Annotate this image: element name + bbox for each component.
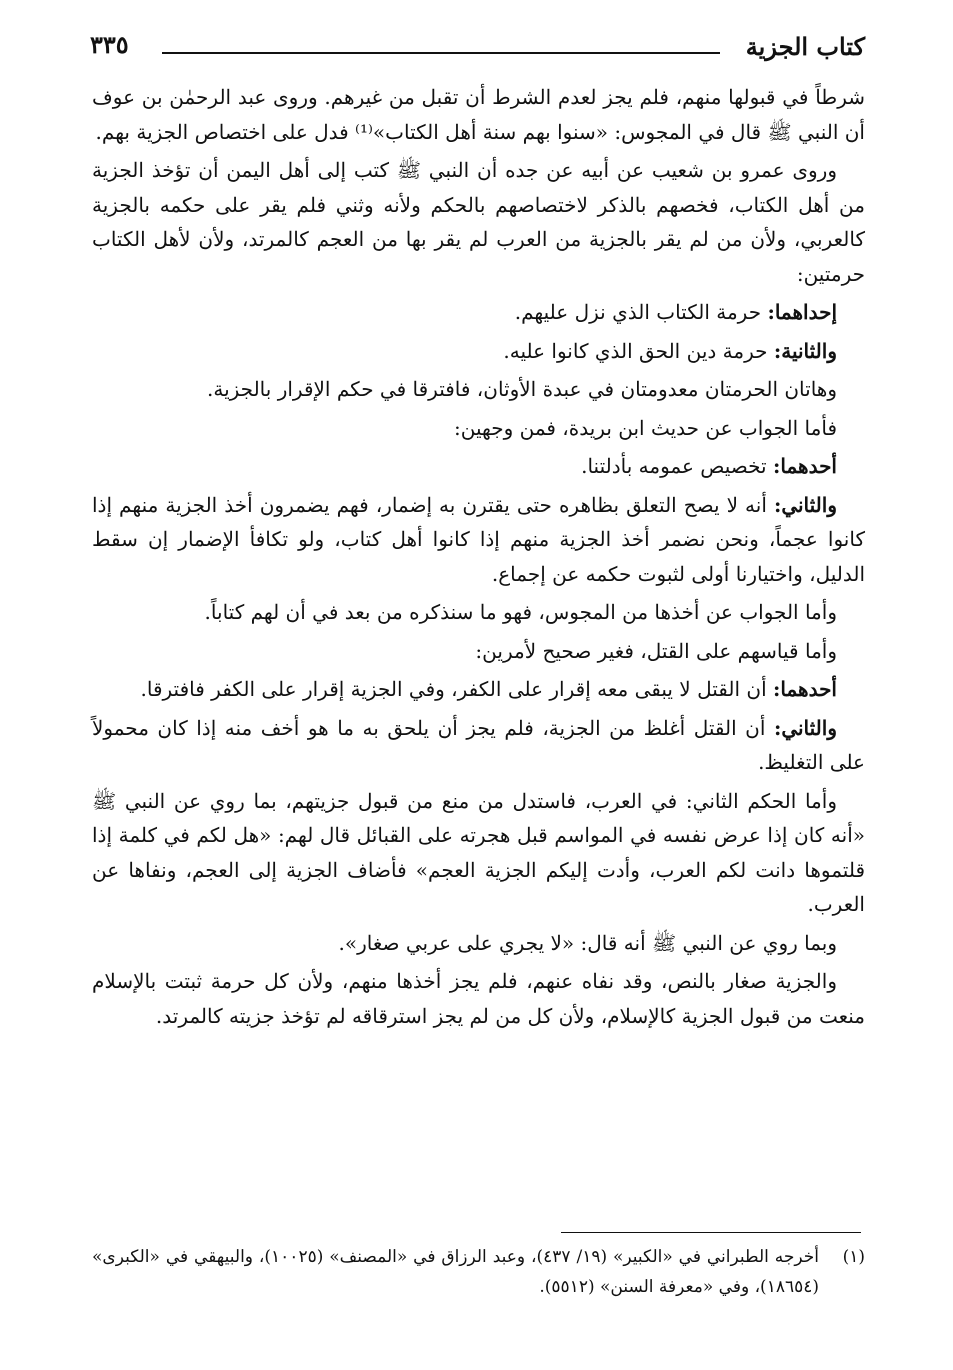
paragraph-text: تخصيص عمومه بأدلتنا. <box>581 454 773 478</box>
paragraph-text: أنه لا يصح التعلق بظاهره حتى يقترن به إضمار، فهم يضمرون أخذ الجزية منهم إذا كانوا عجماً، ونحن نضمر أخذ الجزية منهم إذا كانوا أهل كتاب، ولو تكافأ الإضمار إن سقط الدليل، واختيارنا أولى لثبوت حكمه عن إجماع. <box>92 492 865 586</box>
paragraph <box>92 80 865 149</box>
paragraph <box>92 488 865 592</box>
footnote-text: أخرجه الطبراني في «الكبير» (١٩/ ٤٣٧)، وعبد الرزاق في «المصنف» (١٠٠٢٥)، والبيهقي في «الكبرى» (١٨٦٥٤)، وفي «معرفة السنن» (٥٥١٢). <box>92 1247 819 1297</box>
paragraph <box>92 153 865 291</box>
paragraph <box>92 672 865 707</box>
paragraph-text: وأما قياسهم على القتل، فغير صحيح لأمرين: <box>475 638 837 663</box>
paragraph <box>92 926 865 961</box>
paragraph-lead: أحدهما: <box>772 454 837 478</box>
paragraph-text: وأما الجواب عن أخذها من المجوس، فهو ما سنذكره من بعد في أن لهم كتاباً. <box>204 600 837 624</box>
paragraph-text: فأما الجواب عن حديث ابن بريدة، فمن وجهين: <box>454 415 837 440</box>
paragraph <box>92 372 865 407</box>
paragraph <box>92 411 865 446</box>
paragraph-text: وهاتان الحرمتان معدومتان في عبدة الأوثان، فافترقا في حكم الإقرار بالجزية. <box>207 377 837 401</box>
paragraph-text: وروى عمرو بن شعيب عن أبيه عن جده أن النبي ﷺ كتب إلى أهل اليمن أن تؤخذ الجزية من أهل الكتاب، فخصهم بالذكر لاختصاصهم بالحكم ولأنه وثني فلم يقر على حكمه بالجزية كالعربي، ولأن من لم يقر بالجزية من العرب لم يقر بها من العجم كالمرتد، ولأن لأهل الكتاب حرمتين: <box>92 158 865 286</box>
paragraph-lead: إحداهما: <box>767 300 837 324</box>
paragraph <box>92 595 865 630</box>
header-rule <box>162 52 720 54</box>
footnotes <box>92 1242 865 1302</box>
paragraph <box>92 711 865 780</box>
paragraph-text: شرطاً في قبولها منهم، فلم يجز لعدم الشرط أن تقبل من غيرهم. وروى عبد الرحمٰن بن عوف أن النبي ﷺ قال في المجوس: «سنوا بهم سنة أهل الكتاب»⁽¹⁾ فدل على اختصاص الجزية بهم. <box>92 85 865 144</box>
paragraph-text: أن القتل لا يبقى معه إقرار على الكفر، وفي الجزية إقرار على الكفر فافترقا. <box>140 677 773 701</box>
paragraph <box>92 634 865 669</box>
paragraph <box>92 334 865 369</box>
paragraph-lead: أحدهما: <box>772 677 837 701</box>
paragraph-text: حرمة الكتاب الذي نزل عليهم. <box>514 300 768 324</box>
paragraph-text: وبما روي عن النبي ﷺ أنه قال: «لا يجري على عربي صغار». <box>338 930 837 955</box>
page-number: ٣٣٥ <box>90 30 129 59</box>
paragraph <box>92 784 865 922</box>
paragraph <box>92 449 865 484</box>
paragraph-text: أن القتل أغلظ من الجزية، فلم يجز أن يلحق به ما هو أخف منه إذا كان محمولاً على التغليظ. <box>92 715 865 774</box>
paragraph <box>92 964 865 1033</box>
footnote-rule <box>561 1232 861 1233</box>
paragraph-text: وأما الحكم الثاني: في العرب، فاستدل من منع من قبول جزيتهم، بما روي عن النبي ﷺ «أنه كان إذا عرض نفسه في المواسم قبل هجرته على القبائل قال لهم: «هل لكم في كلمة إذا قلتموها دانت لكم العرب، وأدت إليكم الجزية العجم» فأضاف الجزية إلى العجم، ونفاها عن العرب. <box>92 788 865 916</box>
footnote-number: (١) <box>842 1247 865 1267</box>
paragraph-text: والجزية صغار بالنص، وقد نفاه عنهم، فلم يجز أخذها منهم، ولأن كل حرمة ثبتت بالإسلام منعت من قبول الجزية كالإسلام، ولأن كل من لم يجز استرقاقه لم تؤخذ جزيته كالمرتد. <box>92 969 865 1028</box>
paragraph <box>92 295 865 330</box>
main-text <box>92 80 865 1037</box>
footnote <box>92 1242 865 1302</box>
chapter-title: كتاب الجزية <box>745 32 865 61</box>
paragraph-lead: والثاني: <box>773 492 837 517</box>
paragraph-lead: والثاني: <box>773 715 837 740</box>
paragraph-lead: والثانية: <box>773 338 837 363</box>
paragraph-text: حرمة دين الحق الذي كانوا عليه. <box>503 338 774 363</box>
page-header <box>90 30 865 74</box>
